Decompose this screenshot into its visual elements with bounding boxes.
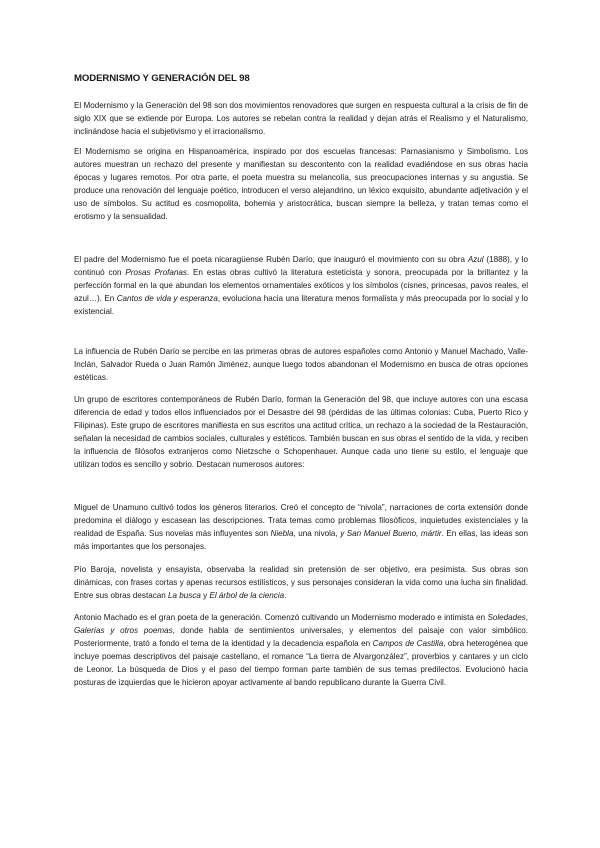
paragraph-generacion-98 — [74, 393, 528, 472]
text-run: , — [525, 613, 528, 622]
paragraph-unamuno — [74, 501, 528, 553]
italic-title-text: Prosas Profanas — [125, 268, 187, 278]
text-run: Un grupo de escritores contemporáneos de Rubén Darío, forman la Generación del 98, que incluye autores con una escasa diferencia de edad y todos ellos influenciados por el Desastre del 98 (pérdidas de las últimas colonias: Cuba, Puerto Rico y Filipinas). Este grupo de escritores manifiesta en sus escritos una actitud crítica, un rechazo a la sociedad de la Restauración, señalan la necesidad de cambios sociales, culturales y estéticos. También buscan en sus obras el sentido de la vida, y reciben la influencia de filósofos extranjeros como Nietzsche o Schopenhauer. Aunque cada uno tiene su estilo, el lenguaje que utilizan todos es sencillo y sobrio. Destacan numerosos autores: — [74, 395, 528, 470]
page-title: MODERNISMO Y GENERACIÓN DEL 98 — [74, 73, 250, 84]
text-run: . — [284, 591, 287, 601]
paragraph-machado — [74, 611, 528, 690]
text-run: . En ellas, las ideas son más importantes que los personajes. — [74, 529, 528, 552]
text-run: Pío Baroja, novelista y ensayista, observaba la realidad sin pretensión de ser objetivo, era pesimista. Sus obras son dinámicas, con frases cortas y apenas recursos estilísticos, y sus personajes consideran la vida como una lucha sin finalidad. Entre sus obras destacan — [74, 565, 528, 601]
text-run: Miguel de Unamuno cultivó todos los géneros literarios. Creó el concepto de “nivola”, narraciones de corta extensión donde predomina el diálogo y escasean las descripciones. Trata temas como problemas filosóficos, inquietudes existenciales y la realidad de España. Sus novelas más influyentes son — [74, 503, 528, 539]
italic-title-text: Soledades — [487, 613, 526, 622]
paragraph-influence — [74, 345, 528, 384]
paragraph-ruben-dario — [74, 253, 528, 318]
text-run: , obra heterogénea que incluye poemas descriptivos del paisaje castellano, el romance “La tierra de Alvargonzález”, proverbios y cantares y un ciclo de Leonor. La búsqueda de Dios y el paso del tiempo forman parte también de sus temas predilectos. Evolucionó hacia posturas de izquierdas que le hicieron apoyar activamente al bando republicano durante la Guerra Civil. — [74, 639, 528, 688]
text-run: Antonio Machado es el gran poeta de la generación. Comenzó cultivando un Modernismo moderado e intimista en — [74, 613, 488, 622]
italic-title-text: La busca — [168, 591, 201, 601]
italic-title-text: El árbol de la ciencia — [209, 591, 285, 601]
paragraph-modernismo-origin — [74, 145, 528, 224]
italic-title-text: Azul — [467, 255, 484, 264]
paragraph-baroja — [74, 563, 528, 602]
text-run: , donde habla de sentimientos universales, y elementos del paisaje con valor simbólico. Posteriormente, trató a fondo el tema de la identidad y la decadencia española en — [74, 626, 528, 649]
text-run: , una nivola, — [293, 529, 341, 539]
text-run: El padre del Modernismo fue el poeta nicaragüense Rubén Darío, que inauguró el movimiento con su obra — [74, 255, 468, 264]
text-run: La influencia de Rubén Darío se percibe en las primeras obras de autores españoles como Antonio y Manuel Machado, Valle-Inclán, Salvador Rueda o Juan Ramón Jiménez, aunque luego todos abandonan el Modernismo en busca de otras opciones estéticas. — [74, 347, 528, 383]
italic-title-text: Galerías y otros poemas — [74, 626, 173, 636]
paragraph-intro — [74, 99, 528, 138]
text-run: , evoluciona hacia una literatura menos formalista y más preocupada por lo social y lo existencial. — [74, 294, 528, 317]
text-run: El Modernismo se origina en Hispanoamérica, inspirado por dos escuelas francesas: Parnasianismo y Simbolismo. Los autores muestran un rechazo del presente y manifiestan su descontento con la realidad evadiéndose en sus obras hacia épocas y lugares remotos. Por otra parte, el poeta muestra su melancolía, sus preocupaciones internas y su angustia. Se produce una renovación del lenguaje poético, introducen el verso alejandrino, un léxico exquisito, abundante adjetivación y el uso de símbolos. Su actitud es cosmopolita, bohemia y aristocrática, buscan siempre la belleza, y tratan temas como el erotismo y la sensualidad. — [74, 147, 528, 222]
italic-title-text: Cantos de vida y esperanza — [116, 294, 218, 304]
text-run: . En estas obras cultivó la literatura esteticista y sonora, preocupada por la brillantez y la perfección formal en la que abundan los elementos ornamentales exóticos y los símbolos (cisnes, princesas, pavos reales, el azul…). En — [74, 268, 528, 304]
italic-title-text: Niebla — [270, 529, 294, 539]
italic-title-text: Campos de Castilla — [372, 639, 444, 649]
italic-title-text: y San Manuel Bueno, mártir — [340, 529, 442, 539]
text-run: (1888), y lo continuó con — [74, 255, 528, 278]
text-run: El Modernismo y la Generación del 98 son dos movimientos renovadores que surgen en respuesta cultural a la crisis de fin de siglo XIX que se extiende por Europa. Los autores se rebelan contra la realidad y dejan atrás el Realismo y el Naturalismo, inclinándose hacia el subjetivismo y el irracionalismo. — [74, 101, 528, 137]
text-run: y — [200, 591, 210, 601]
